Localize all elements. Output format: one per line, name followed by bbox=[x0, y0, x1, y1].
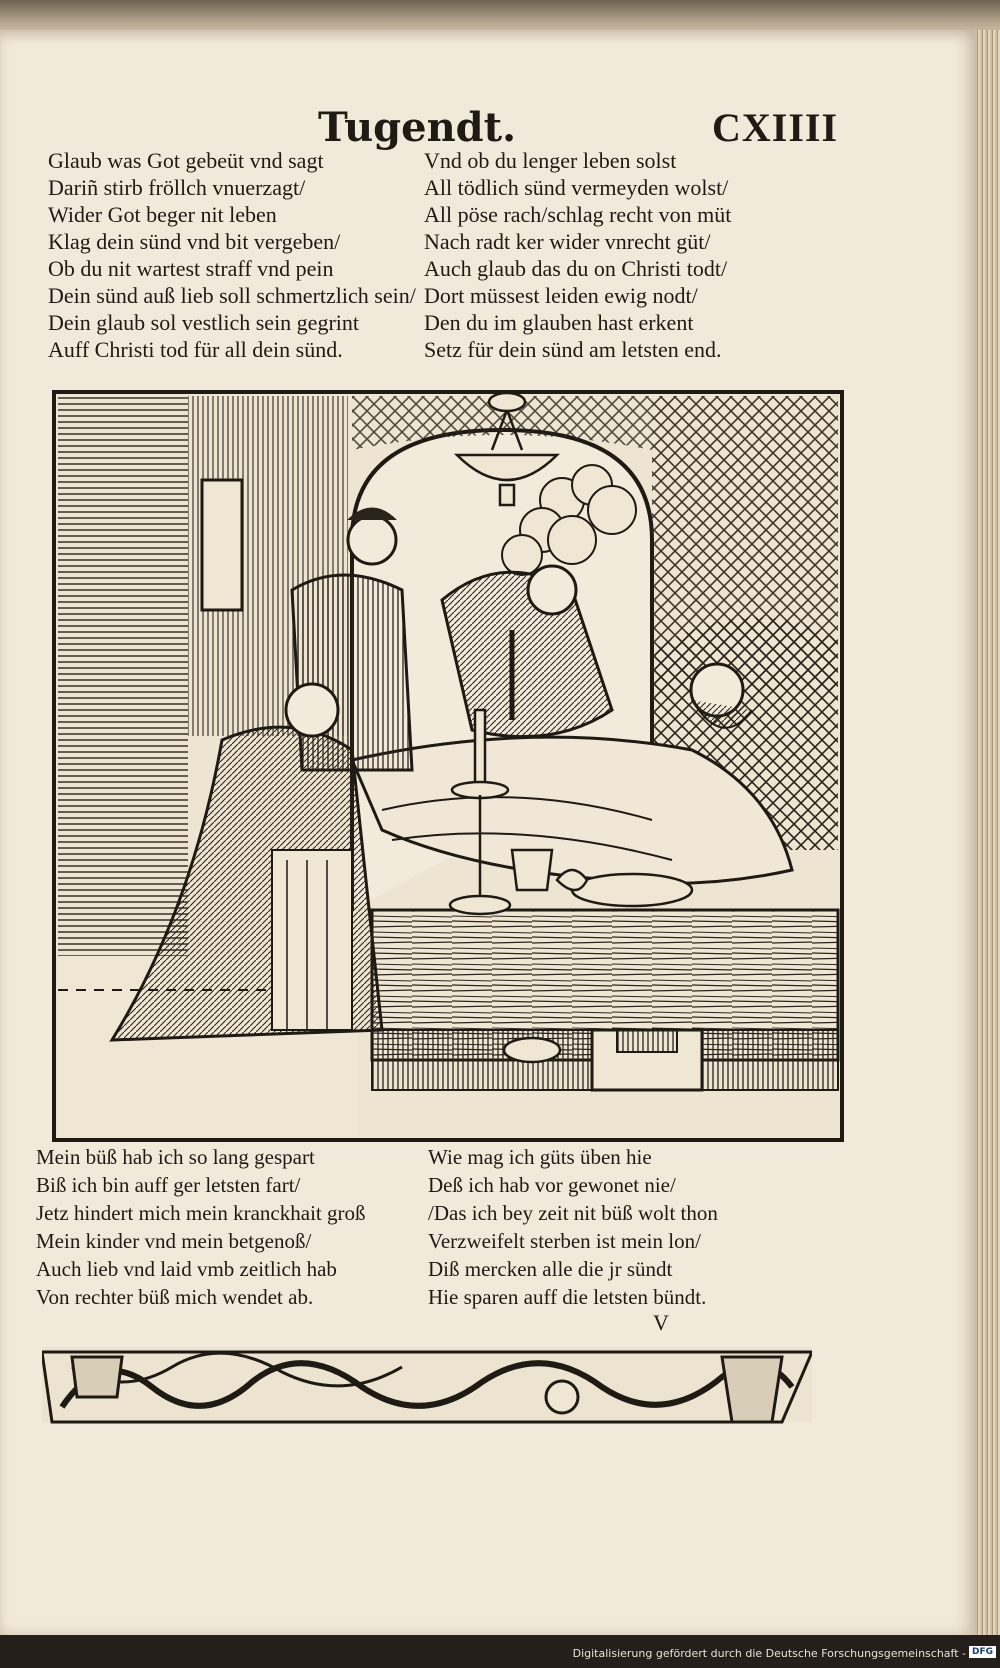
dfg-logo: DFG bbox=[969, 1646, 996, 1658]
verse-line: Auff Christi tod für all dein sünd. bbox=[48, 337, 343, 362]
verse-line: Dein sünd auß lieb soll schmertzlich sein/ bbox=[48, 283, 416, 308]
digitization-credit: Digitalisierung gefördert durch die Deutsche Forschungsgemeinschaft - bbox=[572, 1647, 966, 1660]
lower-verse-left bbox=[36, 1143, 365, 1311]
verse-line: Klag dein sünd vnd bit vergeben/ bbox=[48, 229, 341, 254]
verse-line: Nach radt ker wider vnrecht güt/ bbox=[424, 229, 711, 254]
signature-mark: V bbox=[653, 1310, 669, 1335]
verse-line: Dariñ stirb fröllch vnuerzagt/ bbox=[48, 175, 306, 200]
verse-line: Setz für dein sünd am letsten end. bbox=[424, 337, 722, 362]
verse-line: Dein glaub sol vestlich sein gegrint bbox=[48, 310, 359, 335]
verse-line: Auch lieb vnd laid vmb zeitlich hab bbox=[36, 1257, 337, 1281]
verse-line: Jetz hindert mich mein kranckhait groß bbox=[36, 1201, 366, 1225]
verse-line: Mein kinder vnd mein betgenoß/ bbox=[36, 1229, 312, 1253]
ornamental-border bbox=[42, 1327, 812, 1432]
verse-line: Hie sparen auff die letsten bündt. bbox=[428, 1285, 707, 1309]
verse-line: All pöse rach/schlag recht von müt bbox=[424, 202, 732, 227]
verse-line: Verzweifelt sterben ist mein lon/ bbox=[428, 1229, 701, 1253]
folio-number: CXIIII bbox=[712, 105, 839, 150]
verse-line: Diß mercken alle die jr sündt bbox=[428, 1257, 673, 1281]
page-running-title: Tugendt. bbox=[318, 104, 517, 151]
upper-verse-right bbox=[424, 147, 731, 363]
verse-line: Ob du nit wartest straff vnd pein bbox=[48, 256, 334, 281]
woodcut-illustration bbox=[52, 390, 844, 1142]
verse-line: Wie mag ich güts üben hie bbox=[428, 1145, 652, 1169]
verse-line: Den du im glauben hast erkent bbox=[424, 310, 694, 335]
lower-verse-right bbox=[428, 1143, 718, 1311]
verse-line: Dort müssest leiden ewig nodt/ bbox=[424, 283, 698, 308]
book-fore-edge bbox=[975, 30, 1000, 1635]
verse-line: /Das ich bey zeit nit büß wolt thon bbox=[428, 1201, 718, 1225]
verse-line: Glaub was Got gebeüt vnd sagt bbox=[48, 148, 324, 173]
verse-line: Deß ich hab vor gewonet nie/ bbox=[428, 1173, 676, 1197]
upper-verse-left bbox=[48, 147, 416, 363]
verse-line: Mein büß hab ich so lang gespart bbox=[36, 1145, 315, 1169]
verse-line: Biß ich bin auff ger letsten fart/ bbox=[36, 1173, 301, 1197]
verse-line: Vnd ob du lenger leben solst bbox=[424, 148, 677, 173]
verse-line: Von rechter büß mich wendet ab. bbox=[36, 1285, 314, 1309]
verse-line: Wider Got beger nit leben bbox=[48, 202, 277, 227]
verse-line: All tödlich sünd vermeyden wolst/ bbox=[424, 175, 729, 200]
verse-line: Auch glaub das du on Christi todt/ bbox=[424, 256, 728, 281]
